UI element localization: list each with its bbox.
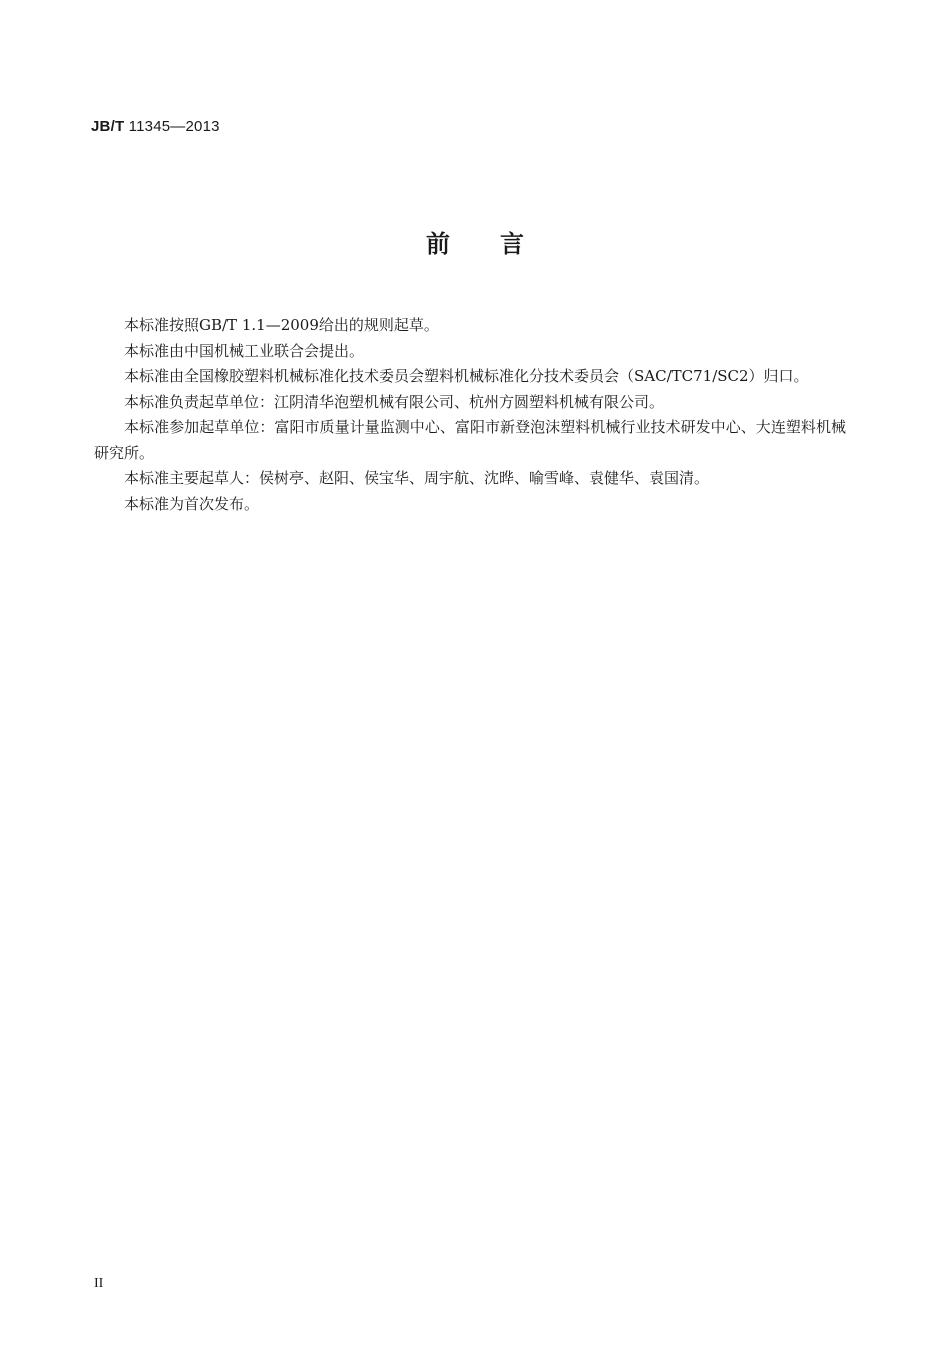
paragraph-participating-drafters: 本标准参加起草单位：富阳市质量计量监测中心、富阳市新登泡沫塑料机械行业技术研发中心、大连塑料机械研究所。 [94,418,846,462]
title-char-2: 言 [500,230,524,258]
section-title [0,224,950,259]
title-char-1: 前 [426,230,450,258]
paragraph-proposer: 本标准由中国机械工业联合会提出。 [124,341,365,360]
standard-code [91,118,220,135]
foreword-body [94,313,846,517]
page-number: II [94,1276,104,1291]
standard-code-prefix: JB/T [91,118,125,135]
paragraph-lead-drafters: 本标准负责起草单位：江阴清华泡塑机械有限公司、杭州方圆塑料机械有限公司。 [124,392,665,411]
paragraph-administrator: 本标准由全国橡胶塑料机械标准化技术委员会塑料机械标准化分技术委员会（SAC/TC71/SC2）归口。 [124,367,809,385]
paragraph-main-authors: 本标准主要起草人：侯树亭、赵阳、侯宝华、周宇航、沈晔、喻雪峰、袁健华、袁国清。 [124,469,710,487]
paragraph-drafting-rules: 本标准按照GB/T 1.1—2009给出的规则起草。 [124,316,439,334]
standard-code-number: 11345—2013 [124,118,220,135]
paragraph-first-release: 本标准为首次发布。 [124,494,260,513]
